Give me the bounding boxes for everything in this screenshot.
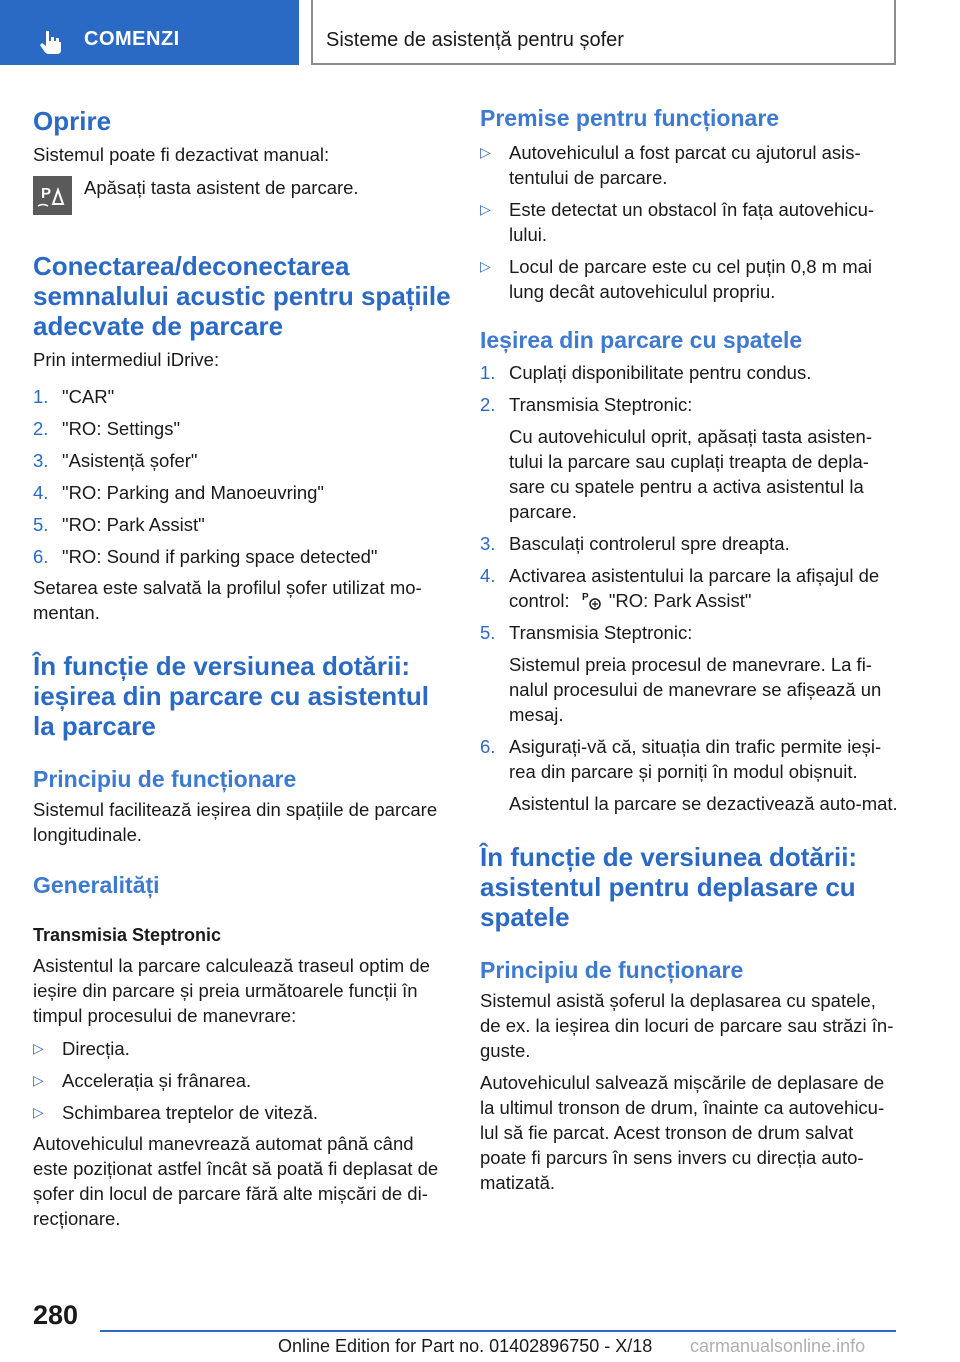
park-assist-button-icon xyxy=(33,176,72,215)
list-item: 6. "RO: Sound if parking space detected" xyxy=(33,546,378,567)
watermark: carmanualsonline.info xyxy=(690,1336,866,1356)
heading-exit-assist: În funcție de versiunea dotării: ieșirea din parcare cu asistentul la parcare xyxy=(33,651,429,741)
chapter-title: Sisteme de asistență pentru șofer xyxy=(326,29,624,51)
paragraph: Sistemul facilitează ieșirea din spațiile de parcare longitudinale. xyxy=(33,799,438,845)
heading-reverse-exit: Ieșirea din parcare cu spatele xyxy=(480,327,803,353)
step-detail: Asistentul la parcare se dezactivează auto-mat. xyxy=(509,793,898,814)
paragraph: Setarea este salvată la profilul șofer utilizat mo-mentan. xyxy=(33,577,422,623)
paragraph: Sistemul poate fi dezactivat manual: xyxy=(33,144,330,165)
edition-text: Online Edition for Part no. 01402896750 - X/18 xyxy=(278,1336,653,1356)
step-detail: Sistemul preia procesul de manevrare. La fi-nalul procesului de manevrare se afișează un mesaj. xyxy=(509,654,882,725)
paragraph: Apăsați tasta asistent de parcare. xyxy=(84,177,359,198)
paragraph: Asistentul la parcare calculează traseul optim de ieșire din parcare și preia următoarele funcții în timpul procesului de manevrare: xyxy=(33,955,430,1026)
heading-principle: Principiu de funcționare xyxy=(480,957,744,983)
list-item: 1. Cuplați disponibilitate pentru condus. xyxy=(480,362,812,383)
right-column xyxy=(480,100,900,1195)
chapter-header xyxy=(311,0,896,65)
list-item: 3. "Asistență șofer" xyxy=(33,450,198,471)
list-item: ▷ Este detectat un obstacol în fața autovehicu-lului. xyxy=(480,199,875,245)
list-item: 3. Basculați controlerul spre dreapta. xyxy=(480,533,790,554)
list-item: 4. Activarea asistentului la parcare la afișajul de control: P "RO: Park Assist" xyxy=(480,565,880,611)
list-item: 2. Transmisia Steptronic: Cu autovehiculul oprit, apăsați tasta asisten-tului la parcare sau cuplați treapta de depla-sare cu spatele pentru a activa asistentul la parcare. xyxy=(480,392,900,524)
paragraph: Sistemul asistă șoferul la deplasarea cu spatele, de ex. la ieșirea din locuri de parcare sau străzi în-guste. xyxy=(480,990,894,1061)
heading-reverse-assist: În funcție de versiunea dotării: asistentul pentru deplasare cu spatele xyxy=(480,842,858,932)
footer-divider xyxy=(100,1330,896,1332)
svg-text:P: P xyxy=(41,185,52,202)
list-item: ▷ Locul de parcare este cu cel puțin 0,8 m mai lung decât autovehiculul propriu. xyxy=(480,256,872,302)
list-item: 1. "CAR" xyxy=(33,386,115,407)
list-item: ▷ Schimbarea treptelor de viteză. xyxy=(33,1102,319,1123)
list-item: 6. Asigurați-vă că, situația din trafic permite ieși-rea din parcare și porniți în modul obișnuit. Asistentul la parcare se dezactivează auto-mat. xyxy=(480,734,900,816)
paragraph: Autovehiculul salvează mișcările de deplasare de la ultimul tronson de drum, înainte ca autovehicu-lul să fie parcat. Acest tronson de drum salvat poate fi parcurs în sens invers cu direcția auto-matizată. xyxy=(480,1072,885,1193)
functions-list xyxy=(33,1036,451,1125)
heading-oprire: Oprire xyxy=(33,106,112,136)
idrive-steps xyxy=(33,384,451,569)
svg-text:P: P xyxy=(581,592,589,603)
paragraph: Autovehiculul manevrează automat până când este poziționat astfel încât să poată fi deplasat de șofer din locul de parcare fără alte mișcări de di-recționare. xyxy=(33,1133,439,1229)
heading-premises: Premise pentru funcționare xyxy=(480,105,780,131)
park-assist-icon xyxy=(581,589,603,611)
heading-principle: Principiu de funcționare xyxy=(33,766,297,792)
premises-list xyxy=(480,140,900,304)
step-detail: Cu autovehiculul oprit, apăsați tasta asisten-tului la parcare sau cuplați treapta de depla-sare cu spatele pentru a activa asistentul la parcare. xyxy=(509,426,873,522)
icon-instruction xyxy=(33,176,451,215)
heading-sound-toggle: Conectarea/deconectarea semnalului acustic pentru spațiile adecvate de parcare xyxy=(33,251,451,341)
list-item: 5. "RO: Park Assist" xyxy=(33,514,205,535)
section-tab[interactable] xyxy=(0,0,299,65)
reverse-steps xyxy=(480,360,900,816)
list-item: 2. "RO: Settings" xyxy=(33,418,181,439)
list-item: 5. Transmisia Steptronic: Sistemul preia procesul de manevrare. La fi-nalul procesului de manevrare se afișează un mesaj. xyxy=(480,620,900,727)
hand-pointer-icon xyxy=(38,28,66,56)
list-item: ▷ Accelerația și frânarea. xyxy=(33,1070,252,1091)
section-tab-label: COMENZI xyxy=(84,28,180,50)
heading-general: Generalități xyxy=(33,872,160,898)
page-number: 280 xyxy=(33,1300,79,1330)
list-item: ▷ Direcția. xyxy=(33,1038,130,1059)
left-column xyxy=(33,100,451,1231)
list-item: ▷ Autovehiculul a fost parcat cu ajutorul asis-tentului de parcare. xyxy=(480,142,861,188)
heading-steptronic: Transmisia Steptronic xyxy=(33,925,222,945)
paragraph: Prin intermediul iDrive: xyxy=(33,349,220,370)
list-item: 4. "RO: Parking and Manoeuvring" xyxy=(33,482,324,503)
